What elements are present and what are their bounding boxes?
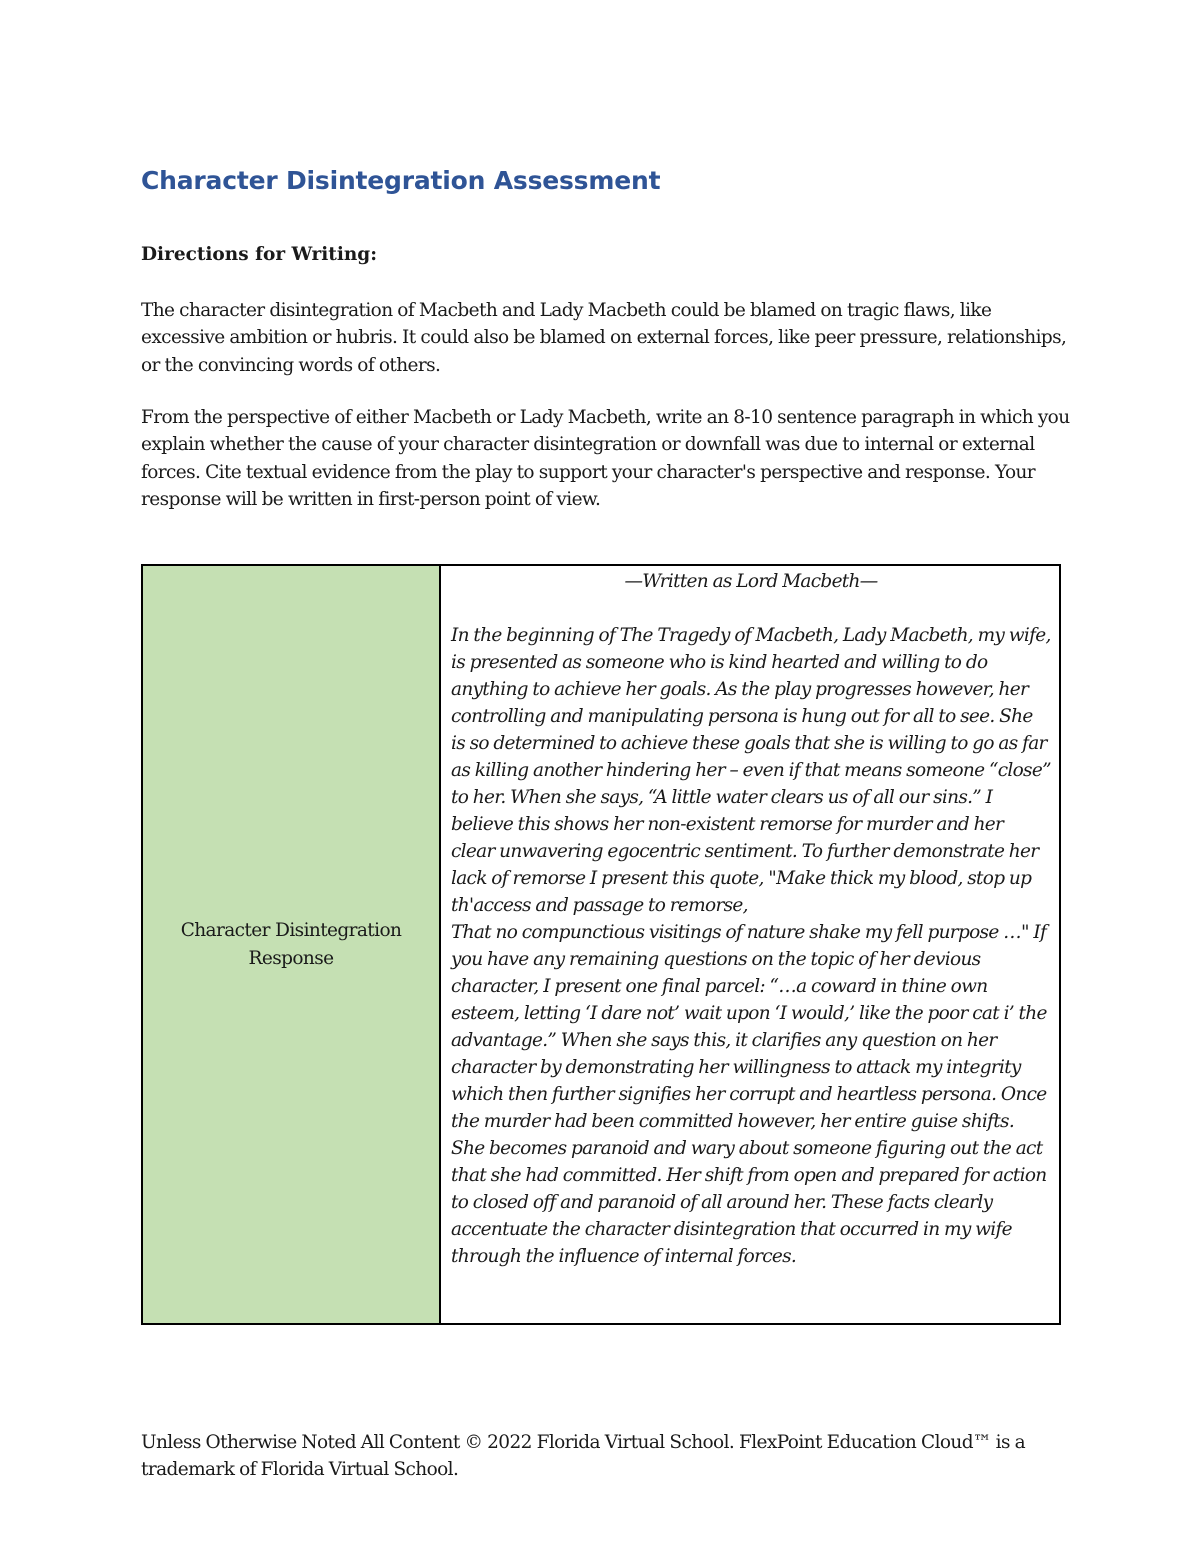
response-author-line: —Written as Lord Macbeth—: [624, 571, 878, 592]
response-label-cell: [143, 566, 441, 1323]
response-text: In the beginning of The Tragedy of Macbeth, Lady Macbeth, my wife, is presented as someone who is kind hearted and willing to do anything to achieve her goals. As the play progresses however, her controlling and manipulating persona is hung out for all to see. She is so determined to achieve these goals that she is willing to go as far as killing another hindering her – even if that means someone “close” to her. When she says, “A little water clears us of all our sins.” I believe this shows her non-existent remorse for murder and her clear unwavering egocentric sentiment. To further demonstrate her lack of remorse I present this quote, "Make thick my blood, stop up th'access and passage to remorse, That no compunctious visitings of nature shake my fell purpose …" If you have any remaining questions on the topic of her devious character, I present one final parcel: “…a coward in thine own esteem, letting ‘I dare not’ wait upon ‘I would,’ like the poor cat i’ the advantage.” When she says this, it clarifies any question on her character by demonstrating her willingness to attack my integrity which then further signifies her corrupt and heartless persona. Once the murder had been committed however, her entire guise shifts. She becomes paranoid and wary about someone figuring out the act that she had committed. Her shift from open and prepared for action to closed off and paranoid of all around her. These facts clearly accentuate the character disintegration that occurred in my wife through the influence of internal forces.: [451, 625, 1051, 1267]
instructions-paragraph: From the perspective of either Macbeth or Lady Macbeth, write an 8-10 sentence paragraph in which you explain whether the cause of your character disintegration or downfall was due to internal or external forces. Cite textual evidence from the play to support your character's perspective and response. Your response will be written in first-person point of view.: [141, 407, 1070, 510]
intro-paragraph: The character disintegration of Macbeth and Lady Macbeth could be blamed on tragic flaws, like excessive ambition or hubris. It could also be blamed on external forces, like peer pressure, relationships, or the convincing words of others.: [141, 300, 1067, 376]
response-label: Character Disintegration Response: [180, 920, 402, 969]
copyright-footer: Unless Otherwise Noted All Content © 2022 Florida Virtual School. FlexPoint Education Cloud™ is a trademark of Florida Virtual School.: [141, 1432, 1026, 1481]
response-content-cell: [441, 566, 1059, 1323]
directions-heading: Directions for Writing:: [141, 244, 378, 265]
response-table: [141, 564, 1061, 1325]
page-title: Character Disintegration Assessment: [141, 166, 661, 195]
